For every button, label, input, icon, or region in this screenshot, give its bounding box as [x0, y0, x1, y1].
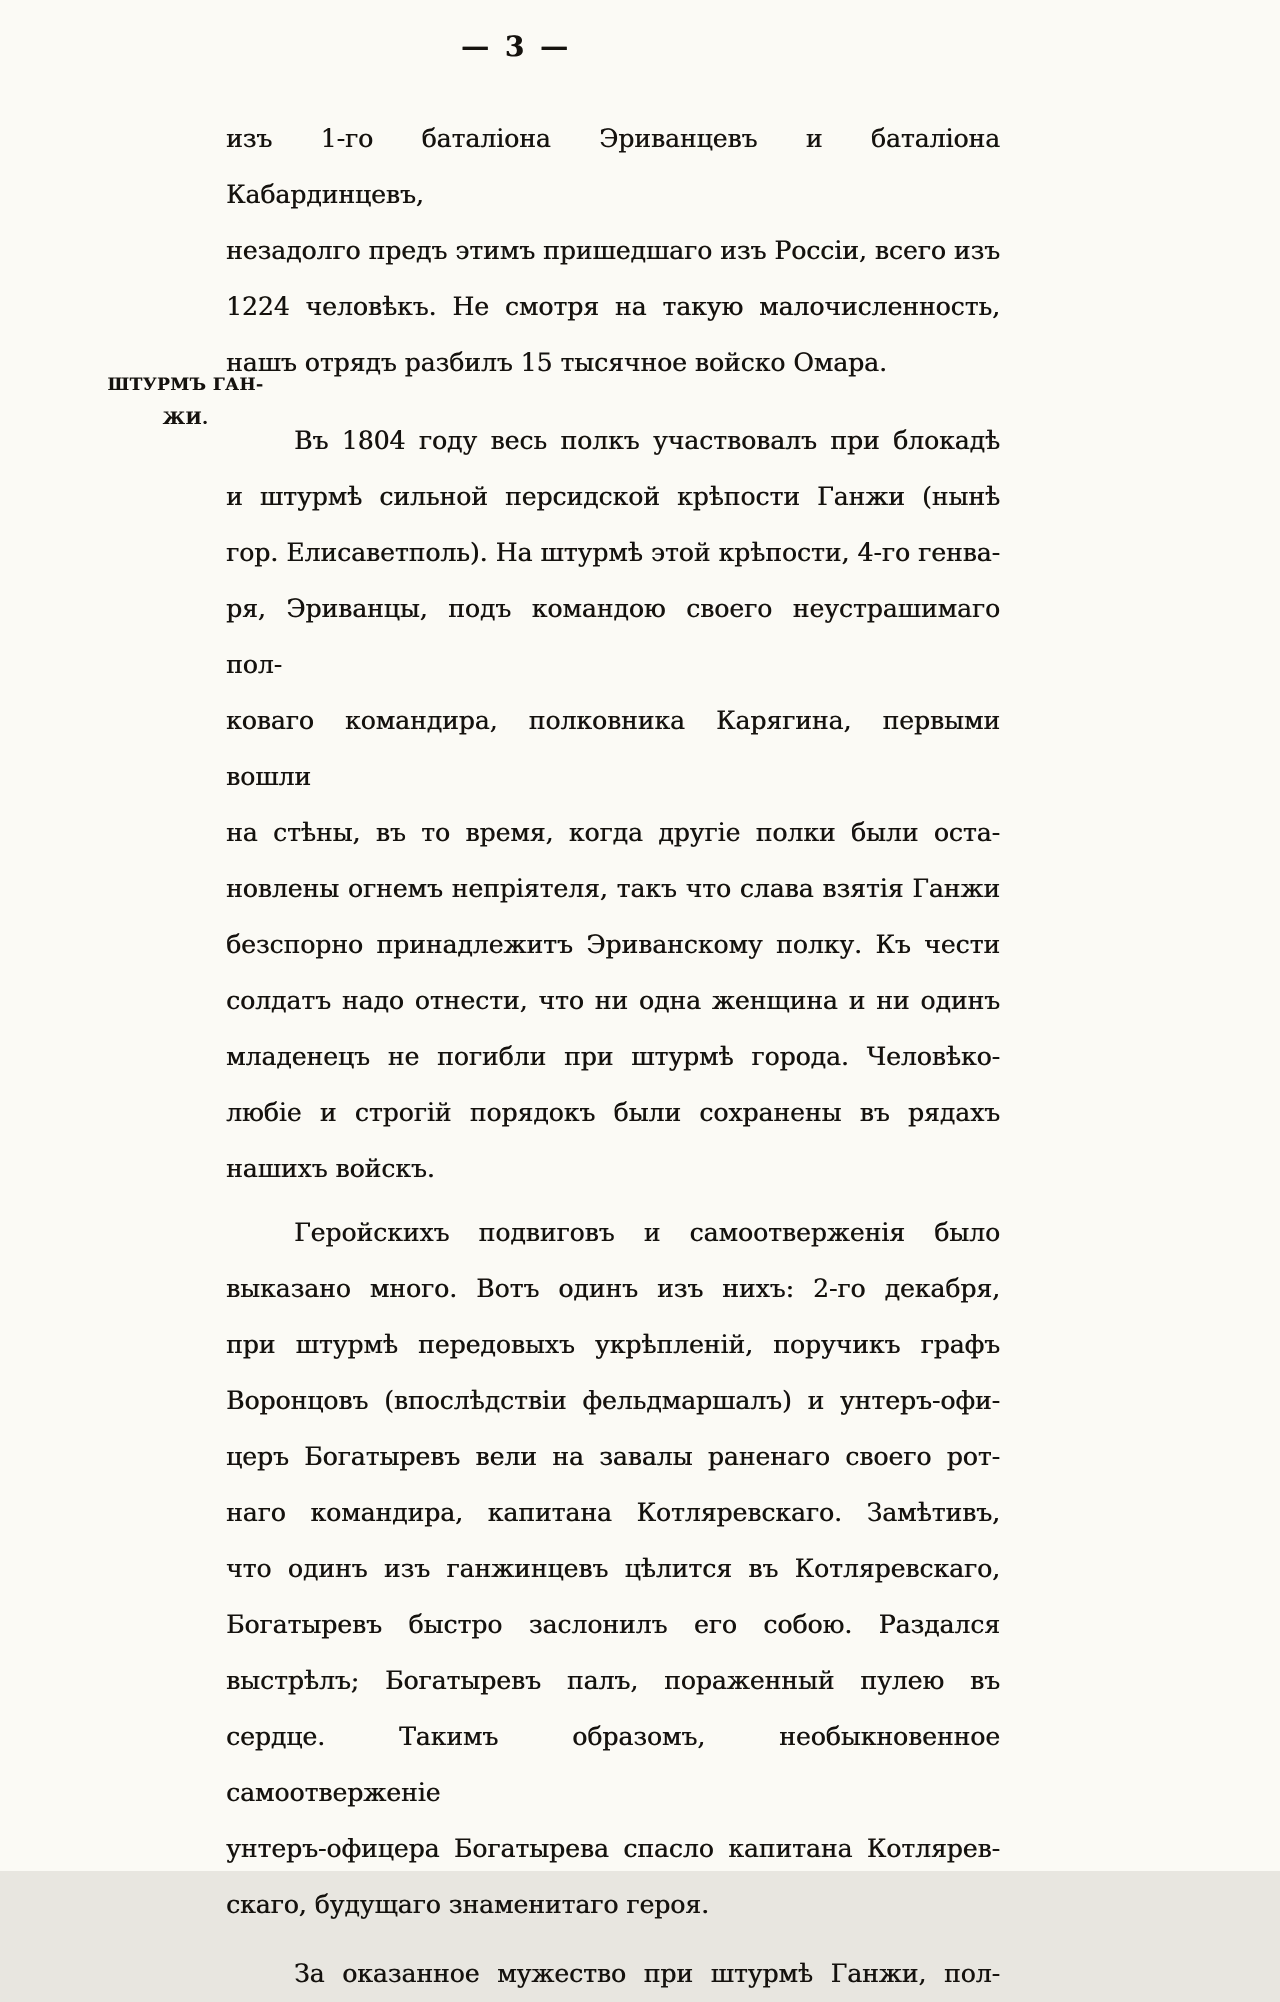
text-line: при штурмѣ передовыхъ укрѣпленій, поручикъ графъ: [226, 1330, 1000, 1359]
paragraph: [226, 1205, 1000, 1933]
text-line: что одинъ изъ ганжинцевъ цѣлится въ Котляревскаго,: [226, 1554, 1000, 1583]
text-line: незадолго предъ этимъ пришедшаго изъ Россіи, всего изъ: [226, 236, 1000, 265]
text-line: унтеръ-офицера Богатырева спасло капитана Котлярев-: [226, 1834, 1000, 1863]
text-line: безспорно принадлежитъ Эриванскому полку. Къ чести: [226, 930, 1000, 959]
text-line: изъ 1-го баталіона Эриванцевъ и баталіона Кабардинцевъ,: [226, 124, 1000, 209]
paragraph: [226, 111, 1000, 391]
text-line: новлены огнемъ непріятеля, такъ что слава взятія Ганжи: [226, 874, 1000, 903]
text-line: скаго, будущаго знаменитаго героя.: [226, 1890, 709, 1919]
text-line: церъ Богатыревъ вели на завалы раненаго своего рот-: [226, 1442, 1000, 1471]
text-line: выстрѣлъ; Богатыревъ палъ, пораженный пулею въ: [226, 1666, 1000, 1695]
text-column: [226, 0, 1000, 2002]
margin-note-line: ЖИ.: [162, 409, 209, 429]
text-line: сердце. Такимъ образомъ, необыкновенное самоотверженіе: [226, 1722, 1000, 1807]
text-line: гор. Елисаветполь). На штурмѣ этой крѣпости, 4-го генва-: [226, 538, 1000, 567]
text-line: ря, Эриванцы, подъ командою своего неустрашимаго пол-: [226, 594, 1000, 679]
text-line: 1224 человѣкъ. Не смотря на такую малочисленность,: [226, 292, 1000, 321]
text-line: коваго командира, полковника Карягина, первыми вошли: [226, 706, 1000, 791]
text-line: младенецъ не погибли при штурмѣ города. Человѣко-: [226, 1042, 1000, 1071]
text-line: и штурмѣ сильной персидской крѣпости Ганжи (нынѣ: [226, 482, 1000, 511]
text-line: Богатыревъ быстро заслонилъ его собою. Раздался: [226, 1610, 1000, 1639]
paragraph: [226, 413, 1000, 1197]
page-number: — 3 —: [461, 30, 571, 63]
text-line: солдатъ надо отнести, что ни одна женщина и ни одинъ: [226, 986, 1000, 1015]
text-line: Воронцовъ (впослѣдствіи фельдмаршалъ) и унтеръ-офи-: [226, 1386, 1000, 1415]
text-line: наго командира, капитана Котляревскаго. Замѣтивъ,: [226, 1498, 1000, 1527]
text-line: на стѣны, въ то время, когда другіе полки были оста-: [226, 818, 1000, 847]
text-line: Геройскихъ подвиговъ и самоотверженія было: [294, 1218, 1000, 1247]
text-line: нашихъ войскъ.: [226, 1154, 435, 1183]
text-line: Въ 1804 году весь полкъ участвовалъ при блокадѣ: [294, 426, 1000, 455]
text-line: нашъ отрядъ разбилъ 15 тысячное войско Омара.: [226, 348, 887, 377]
paragraph: [226, 1946, 1000, 2002]
text-line: За оказанное мужество при штурмѣ Ганжи, пол-: [294, 1959, 1000, 1988]
text-line: выказано много. Вотъ одинъ изъ нихъ: 2-го декабря,: [226, 1274, 1000, 1303]
margin-note-line: ШТУРМЪ ГАН-: [107, 375, 264, 395]
text-line: любіе и строгій порядокъ были сохранены въ рядахъ: [226, 1098, 1000, 1127]
